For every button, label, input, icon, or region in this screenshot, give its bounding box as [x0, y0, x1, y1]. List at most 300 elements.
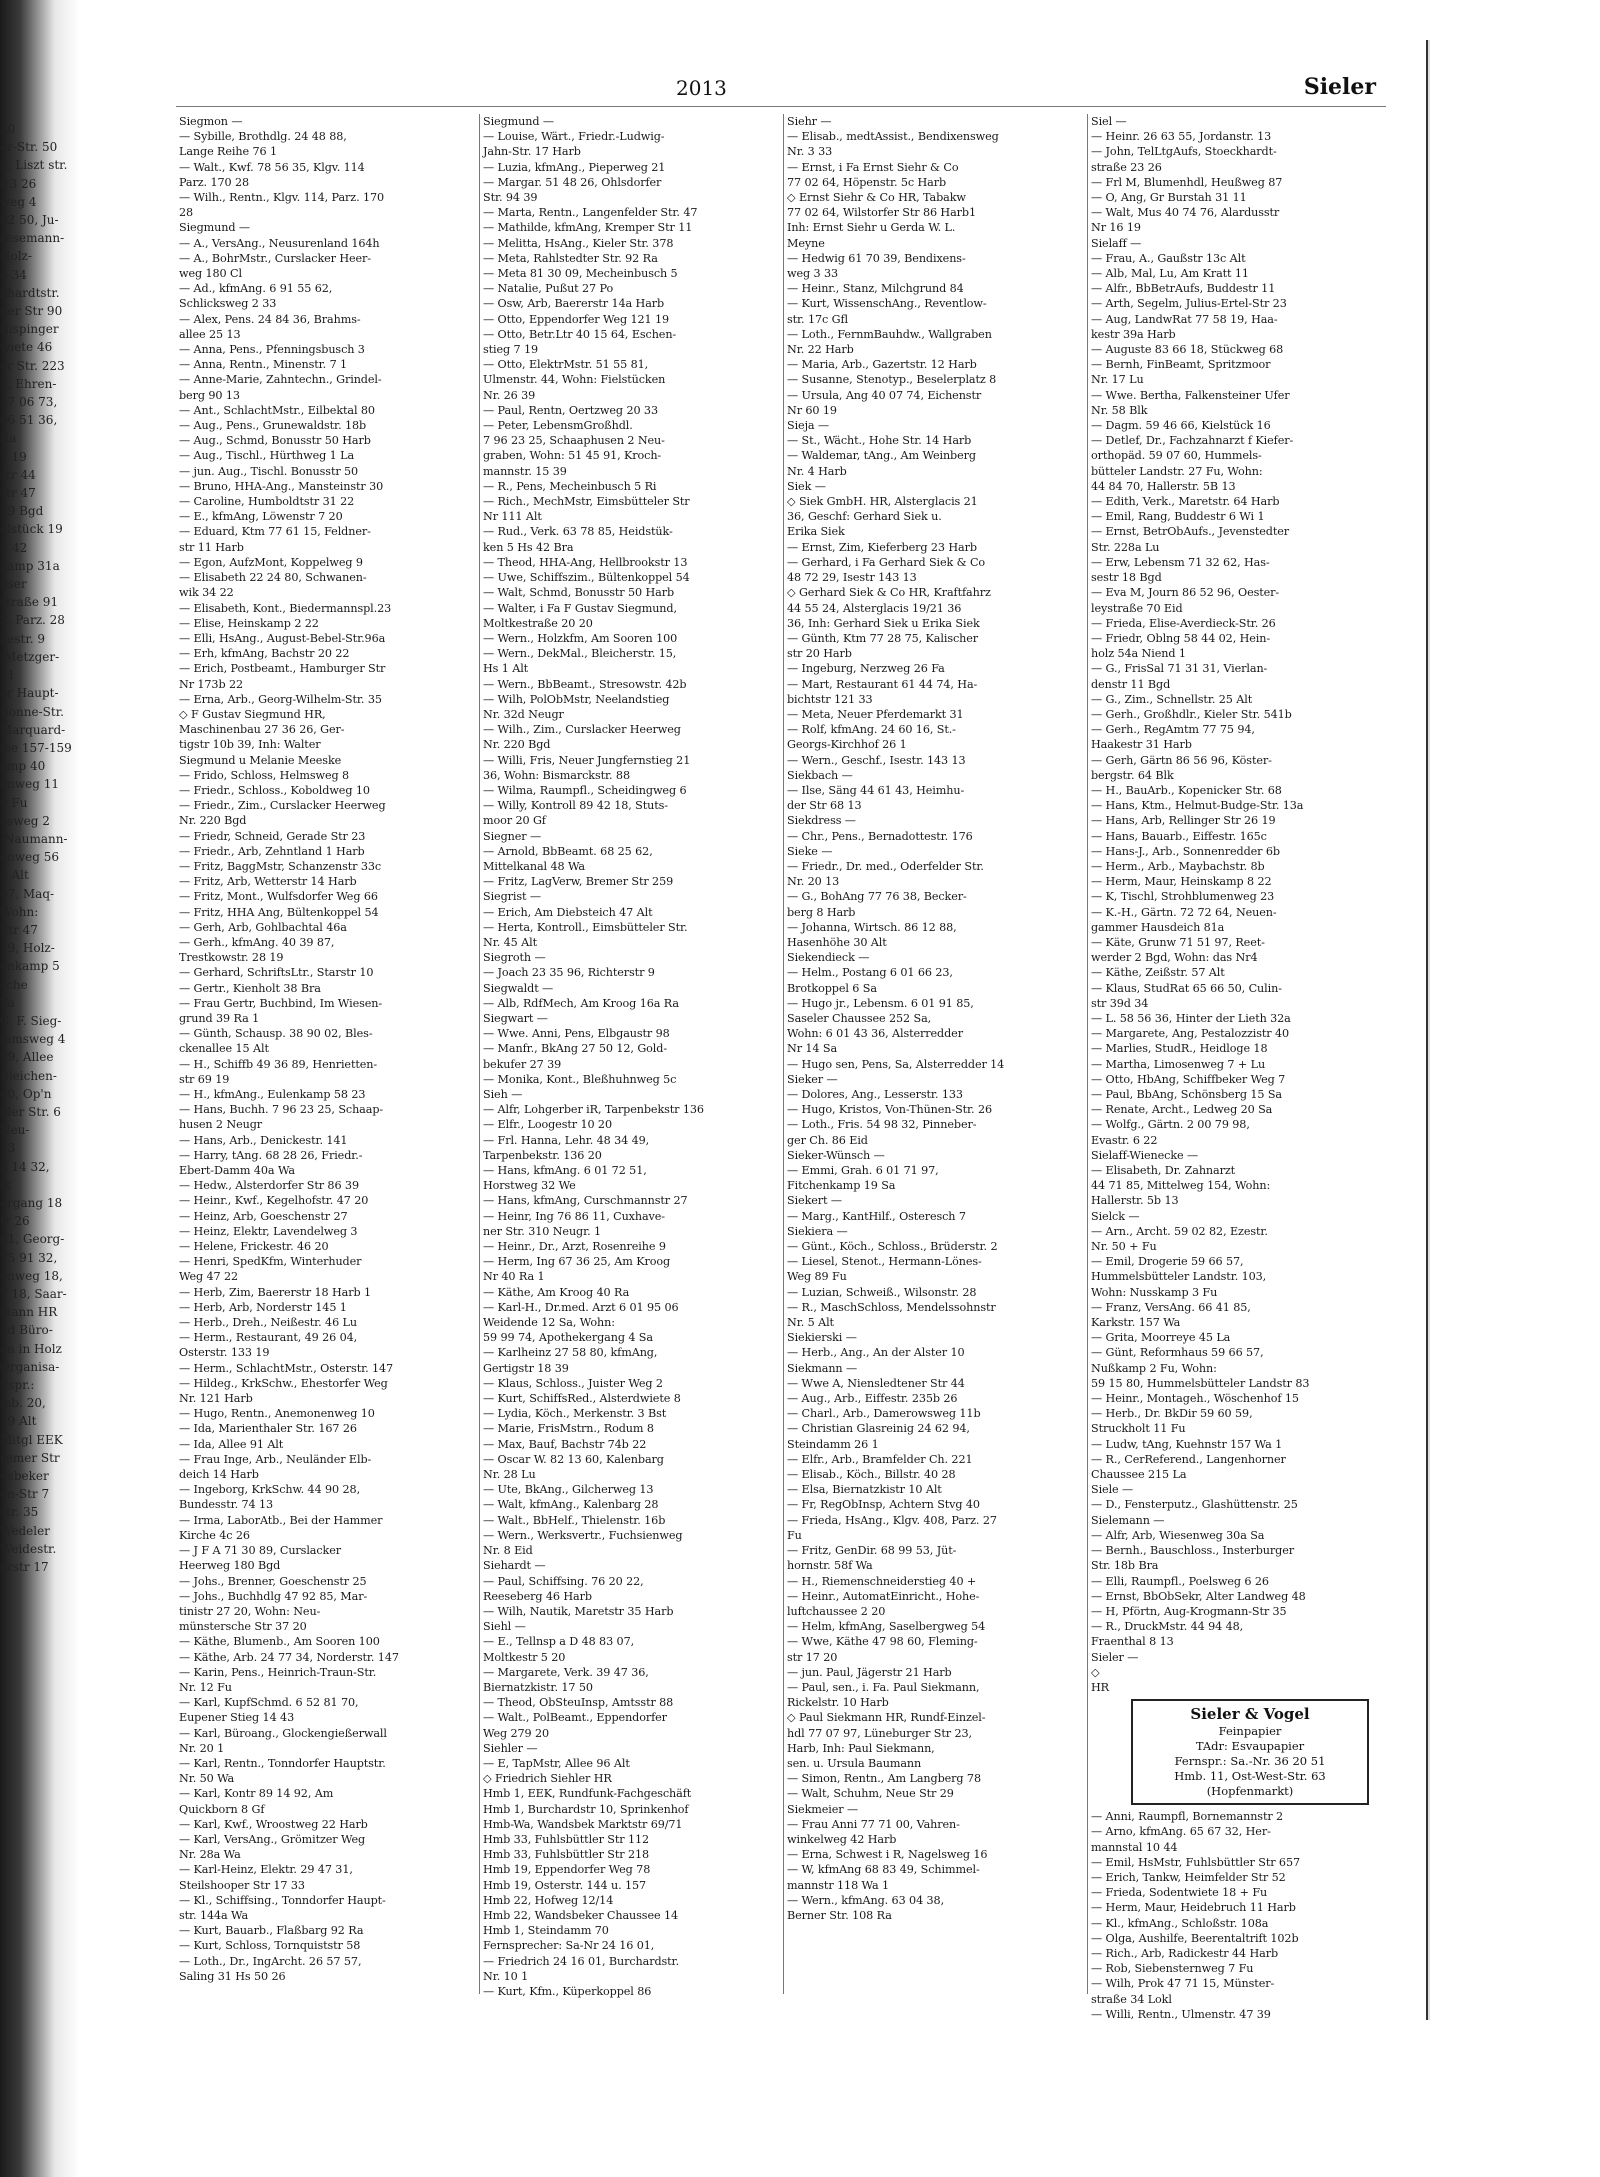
directory-entry: Wohn: Nusskamp 3 Fu [1091, 1285, 1218, 1299]
directory-entry: — Willy, Kontroll 89 42 18, Stuts- [483, 799, 668, 813]
previous-page-text: 61, Georg- [0, 1232, 65, 1247]
directory-entry: — Johs., Brenner, Goeschenstr 25 [179, 1574, 367, 1588]
previous-page-text: Neu- [0, 1123, 30, 1138]
directory-entry: Nr. 20 13 [787, 875, 840, 889]
directory-entry: Nr 40 Ra 1 [483, 1270, 545, 1284]
directory-entry: Sieh — [483, 1088, 523, 1101]
previous-page-text: C. F. Sieg- [0, 1013, 62, 1028]
directory-entry: — G., BohAng 77 76 38, Becker- [787, 890, 967, 904]
directory-entry: — Paul, Rentn, Oertzweg 20 33 [483, 403, 658, 417]
directory-entry: — Kurt, SchiffsRed., Alsterdwiete 8 [483, 1392, 681, 1406]
header-rule [176, 106, 1386, 107]
directory-entry: — Elli, Raumpfl., Poelsweg 6 26 [1091, 1574, 1269, 1588]
directory-entry: — Erich, Am Diebsteich 47 Alt [483, 905, 653, 919]
previous-page-text: Marquard- [0, 722, 66, 737]
previous-page-text: tr 26 [0, 1214, 30, 1229]
directory-entry: — Hans-J., Arb., Sonnenredder 6b [1091, 844, 1280, 858]
previous-page-text: elstück 19 [0, 522, 63, 537]
directory-entry: — Monika, Kont., Bleßhuhnweg 5c [483, 1072, 677, 1086]
directory-entry: Siegrist — [483, 890, 541, 904]
directory-entry: — Ernst, BbObSekr, Alter Landweg 48 [1091, 1589, 1306, 1603]
directory-entry: HR [1091, 1680, 1109, 1694]
previous-page-text: lk [0, 1177, 12, 1192]
directory-entry: Parz. 170 28 [179, 175, 249, 189]
directory-entry: Eupener Stieg 14 43 [179, 1711, 295, 1725]
directory-entry: Siekmann — [787, 1361, 858, 1375]
directory-entry: — Wern., Werksvertr., Fuchsienweg [483, 1528, 683, 1542]
directory-entry: 48 72 29, Isestr 143 13 [787, 571, 917, 585]
directory-entry: — Mart, Restaurant 61 44 74, Ha- [787, 677, 978, 691]
directory-entry: — Hans, Arb., Denickestr. 141 [179, 1133, 348, 1147]
directory-entry: — Frieda, Sodentwiete 18 + Fu [1091, 1886, 1268, 1900]
directory-entry: — Wwe. Bertha, Falkensteiner Ufer [1091, 388, 1290, 402]
previous-page-text: str 44 [0, 467, 36, 482]
directory-entry: — H, Pförtn, Aug-Krogmann-Str 35 [1091, 1604, 1287, 1618]
directory-entry: Osterstr. 133 19 [179, 1346, 270, 1360]
directory-entry: — Ursula, Ang 40 07 74, Eichenstr [787, 388, 982, 402]
directory-entry: — Edith, Verk., Maretstr. 64 Harb [1091, 495, 1280, 509]
directory-entry: Siehler — [483, 1741, 538, 1755]
previous-page-text: 82 50, Ju- [0, 213, 59, 228]
directory-entry: Mittelkanal 48 Wa [483, 859, 585, 873]
directory-entry: Fitchenkamp 19 Sa [787, 1179, 896, 1193]
directory-entry: — Franz, VersAng. 66 41 85, [1091, 1300, 1251, 1314]
directory-entry: — Hans, kfmAng. 6 01 72 51, [483, 1164, 647, 1178]
directory-entry: Siehardt — [483, 1559, 546, 1573]
previous-page-text: mmsweg 4 [0, 1032, 66, 1047]
directory-entry: mannstal 10 44 [1091, 1840, 1178, 1854]
directory-entry: Nr. 8 Eid [483, 1544, 533, 1558]
previous-page-text: en-Str 7 [0, 1487, 50, 1502]
directory-entry: Schlicksweg 2 33 [179, 297, 277, 311]
directory-entry: Gertigstr 18 39 [483, 1361, 569, 1375]
previous-page-text: 75 91 32, [0, 1250, 58, 1265]
directory-entry: — Herb., Dr. BkDir 59 60 59, [1091, 1407, 1253, 1421]
column-4-entries-after-ad [1091, 1809, 1389, 2022]
directory-entry: — jun. Paul, Jägerstr 21 Harb [787, 1665, 952, 1679]
directory-entry: Siegmund — [483, 115, 554, 128]
previous-page-text: mann HR [0, 1305, 58, 1320]
directory-entry: deich 14 Harb [179, 1468, 259, 1482]
directory-entry: str 20 Harb [787, 647, 852, 661]
previous-page-text: 6 34 [0, 267, 27, 282]
directory-entry: sestr 18 Bgd [1091, 571, 1162, 585]
directory-entry: — Rob, Siebensternweg 7 Fu [1091, 1962, 1254, 1976]
directory-entry: — Wwe A, Niensledtener Str 44 [787, 1376, 965, 1390]
directory-entry: — jun. Aug., Tischl. Bonusstr 50 [179, 464, 359, 478]
directory-entry: — Willi, Rentn., Ulmenstr. 47 39 [1091, 2007, 1271, 2021]
directory-entry: Steindamm 26 1 [787, 1437, 879, 1451]
directory-entry: grund 39 Ra 1 [179, 1011, 260, 1025]
directory-entry: — K.-H., Gärtn. 72 72 64, Neuen- [1091, 905, 1277, 919]
directory-entry: ◇ [1091, 1665, 1100, 1679]
directory-entry: straße 23 26 [1091, 160, 1162, 174]
directory-entry: — Manfr., BkAng 27 50 12, Gold- [483, 1042, 668, 1056]
previous-page-text: osweg 2 [0, 813, 50, 828]
directory-entry: — Dagm. 59 46 66, Kielstück 16 [1091, 419, 1271, 433]
directory-entry: — Aug., Pens., Grunewaldstr. 18b [179, 419, 367, 433]
directory-entry: Hmb 19, Eppendorfer Weg 78 [483, 1863, 651, 1877]
directory-entry: — Karl-Heinz, Elektr. 29 47 31, [179, 1863, 353, 1877]
directory-entry: Str. 94 39 [483, 191, 538, 205]
directory-entry: — Friedr, Schneid, Gerade Str 23 [179, 829, 366, 843]
directory-entry: — Elisabeth 22 24 80, Schwanen- [179, 571, 367, 585]
directory-entry: — Christian Glasreinig 24 62 94, [787, 1422, 970, 1436]
directory-entry: — Frau Inge, Arb., Neuländer Elb- [179, 1452, 372, 1466]
directory-entry: hornstr. 58f Wa [787, 1559, 873, 1573]
directory-entry: hdl 77 07 97, Lüneburger Str 23, [787, 1726, 972, 1740]
directory-entry: Erika Siek [787, 525, 845, 539]
previous-page-text: Mitgl EEK [0, 1432, 63, 1447]
directory-entry: 59 99 74, Apothekergang 4 Sa [483, 1331, 653, 1345]
directory-entry: Nr 60 19 [787, 403, 837, 417]
previous-page-text: 19 Alt [0, 1414, 37, 1429]
directory-entry: — Loth., FernmBauhdw., Wallgraben [787, 327, 992, 341]
directory-entry: — Frau, A., Gaußstr 13c Alt [1091, 251, 1246, 265]
directory-entry: — Emmi, Grah. 6 01 71 97, [787, 1164, 939, 1178]
directory-entry: — Ludw, tAng, Kuehnstr 157 Wa 1 [1091, 1437, 1283, 1451]
directory-entry: — G., Zim., Schnellstr. 25 Alt [1091, 692, 1253, 706]
directory-entry: — Wern., Holzkfm, Am Sooren 100 [483, 631, 678, 645]
directory-entry: — Herb., Dreh., Neißestr. 46 Lu [179, 1316, 357, 1330]
directory-entry: — Gerh., kfmAng. 40 39 87, [179, 935, 335, 949]
ad-line: (Hopfenmarkt) [1206, 1784, 1294, 1799]
directory-entry: Weidende 12 Sa, Wohn: [483, 1316, 615, 1330]
directory-entry: — Johs., Buchhdlg 47 92 85, Mar- [179, 1589, 368, 1603]
directory-entry: — Wilh, Prok 47 71 15, Münster- [1091, 1977, 1275, 1991]
directory-entry: — Alfr., BbBetrAufs, Buddestr 11 [1091, 282, 1276, 296]
directory-entry: wik 34 22 [179, 586, 234, 600]
directory-entry: — Joach 23 35 96, Richterstr 9 [483, 966, 655, 980]
directory-entry: — E, TapMstr, Allee 96 Alt [483, 1756, 630, 1770]
directory-entry: Fraenthal 8 13 [1091, 1635, 1174, 1649]
directory-entry: — G., FrisSal 71 31 31, Vierlan- [1091, 662, 1268, 676]
directory-entry: — Kl., Schiffsing., Tonndorfer Haupt- [179, 1893, 386, 1907]
directory-entry: Fu [787, 1528, 802, 1542]
directory-entry: Sielemann — [1091, 1513, 1165, 1527]
directory-entry: — Margarete, Verk. 39 47 36, [483, 1665, 649, 1679]
running-head: Sieler [1303, 74, 1376, 100]
directory-entry: — Heinr., Kwf., Kegelhofstr. 47 20 [179, 1194, 369, 1208]
directory-entry: — Hugo, Rentn., Anemonenweg 10 [179, 1407, 375, 1421]
directory-entry: — Anne-Marie, Zahntechn., Grindel- [179, 373, 382, 387]
directory-entry: Tarpenbekstr. 136 20 [483, 1148, 602, 1162]
directory-entry: — Kurt, Schloss, Tornquiststr 58 [179, 1939, 361, 1953]
directory-entry: — Frl. Hanna, Lehr. 48 34 49, [483, 1133, 650, 1147]
directory-entry: — Marg., KantHilf., Osteresch 7 [787, 1209, 966, 1223]
directory-entry: — Eduard, Ktm 77 61 15, Feldner- [179, 525, 371, 539]
directory-entry: Nr. 50 Wa [179, 1772, 235, 1786]
directory-entry: str 69 19 [179, 1072, 230, 1086]
directory-entry: — Gerh, Gärtn 86 56 96, Köster- [1091, 753, 1272, 767]
directory-entry: — Herm, Ing 67 36 25, Am Kroog [483, 1255, 671, 1269]
directory-entry: — Fritz, LagVerw, Bremer Str 259 [483, 875, 674, 889]
directory-entry: — Hildeg., KrkSchw., Ehestorfer Weg [179, 1376, 388, 1390]
directory-entry: 28 [179, 206, 194, 220]
directory-entry: — Hans, kfmAng, Curschmannstr 27 [483, 1194, 688, 1208]
directory-entry: — Walt, Schuhm, Neue Str 29 [787, 1787, 954, 1801]
directory-entry: — Susanne, Stenotyp., Beselerplatz 8 [787, 373, 997, 387]
directory-entry: Nr. 20 1 [179, 1741, 225, 1755]
directory-entry: Hmb 1, Burchardstr 10, Sprinkenhof [483, 1802, 689, 1816]
directory-entry: — Elfr., Arb., Bramfelder Ch. 221 [787, 1452, 973, 1466]
directory-entry: — Elisabeth, Dr. Zahnarzt [1091, 1164, 1236, 1178]
directory-entry: Nr. 28a Wa [179, 1848, 241, 1862]
directory-entry: — Karl, VersAng., Grömitzer Weg [179, 1832, 366, 1846]
directory-entry: — Marta, Rentn., Langenfelder Str. 47 [483, 206, 698, 220]
directory-entry: — Hugo sen, Pens, Sa, Alsterredder 14 [787, 1057, 1005, 1071]
directory-entry: Hmb 1, EEK, Rundfunk-Fachgeschäft [483, 1787, 692, 1801]
directory-entry: Sielaff — [1091, 236, 1142, 250]
directory-entry: — Walter, i Fa F Gustav Siegmund, [483, 601, 677, 615]
directory-entry: — Klaus, Schloss., Juister Weg 2 [483, 1376, 663, 1390]
directory-entry: Karkstr. 157 Wa [1091, 1316, 1181, 1330]
directory-entry: Brotkoppel 6 Sa [787, 981, 877, 995]
directory-entry: 7 96 23 25, Schaaphusen 2 Neu- [483, 434, 665, 448]
directory-entry: winkelweg 42 Harb [787, 1832, 897, 1846]
directory-entry: Bundesstr. 74 13 [179, 1498, 274, 1512]
directory-entry: — Erh, kfmAng, Bachstr 20 22 [179, 647, 350, 661]
directory-entry: ken 5 Hs 42 Bra [483, 540, 574, 554]
directory-entry: — Rud., Verk. 63 78 85, Heidstük- [483, 525, 673, 539]
directory-entry: Nr. 28 Lu [483, 1468, 536, 1482]
directory-entry: — Hugo jr., Lebensm. 6 01 91 85, [787, 996, 974, 1010]
directory-entry: Lange Reihe 76 1 [179, 145, 277, 159]
directory-entry: Siehr — [787, 115, 832, 128]
directory-entry: — Otto, Betr.Ltr 40 15 64, Eschen- [483, 327, 677, 341]
directory-column-2 [480, 114, 784, 1998]
directory-entry: — Frieda, Elise-Averdieck-Str. 26 [1091, 616, 1276, 630]
directory-entry: ◇ Gerhard Siek & Co HR, Kraftfahrz [787, 586, 991, 600]
previous-page-text: Fa [0, 995, 15, 1010]
directory-entry: — Walt, Schmd, Bonusstr 50 Harb [483, 586, 675, 600]
directory-entry: — Heinr., Dr., Arzt, Rosenreihe 9 [483, 1240, 666, 1254]
directory-entry: Siekmeier — [787, 1802, 859, 1816]
directory-entry: Kirche 4c 26 [179, 1528, 250, 1542]
directory-entry: — Walt., Kwf. 78 56 35, Klgv. 114 [179, 160, 365, 174]
directory-entry: — Gerhard, SchriftsLtr., Starstr 10 [179, 966, 374, 980]
directory-entry: Ebert-Damm 40a Wa [179, 1164, 295, 1178]
directory-entry: — Willi, Fris, Neuer Jungfernstieg 21 [483, 753, 691, 767]
directory-entry: — Elise, Heinskamp 2 22 [179, 616, 319, 630]
directory-entry: — Günt, Reformhaus 59 66 57, [1091, 1346, 1264, 1360]
advertisement-box [1131, 1699, 1369, 1805]
directory-entry: Siegner — [483, 829, 542, 843]
directory-entry: — Herm, Maur, Heinskamp 8 22 [1091, 875, 1272, 889]
directory-entry: str. 144a Wa [179, 1908, 249, 1922]
directory-entry: ner Str. 310 Neugr. 1 [483, 1224, 602, 1238]
directory-entry: Steilshooper Str 17 33 [179, 1878, 305, 1892]
directory-entry: Hmb 19, Osterstr. 144 u. 157 [483, 1878, 647, 1892]
directory-entry: — Karl, Büroang., Glockengießerwall [179, 1726, 387, 1740]
directory-entry: — Emil, Drogerie 59 66 57, [1091, 1255, 1244, 1269]
directory-entry: — Herb, Zim, Baererstr 18 Harb 1 [179, 1285, 371, 1299]
directory-entry: — Melitta, HsAng., Kieler Str. 378 [483, 236, 674, 250]
directory-entry: str 17 20 [787, 1650, 838, 1664]
directory-entry: Siekert — [787, 1194, 842, 1208]
directory-entry: — R., MaschSchloss, Mendelssohnstr [787, 1300, 996, 1314]
directory-entry: — Arno, kfmAng. 65 67 32, Her- [1091, 1825, 1271, 1839]
directory-entry: Rickelstr. 10 Harb [787, 1696, 889, 1710]
previous-page-text: str 47 [0, 486, 36, 501]
previous-page-text: 20 [0, 122, 16, 136]
directory-entry: — A., BohrMstr., Curslacker Heer- [179, 251, 371, 265]
page-number: 2013 [676, 76, 727, 100]
previous-page-text: nd Büro- [0, 1323, 53, 1338]
previous-page-text: 5 14 32, [0, 1159, 50, 1174]
directory-page [96, 40, 1428, 2020]
directory-entry: — Detlef, Dr., Fachzahnarzt f Kiefer- [1091, 434, 1294, 448]
directory-entry: — Alb, RdfMech, Am Kroog 16a Ra [483, 996, 679, 1010]
directory-entry: moor 20 Gf [483, 814, 546, 828]
directory-entry: — Erw, Lebensm 71 32 62, Has- [1091, 555, 1270, 569]
directory-entry: — Bruno, HHA-Ang., Mansteinstr 30 [179, 479, 384, 493]
directory-columns [176, 114, 1396, 2021]
directory-entry: — A., VersAng., Neusurenland 164h [179, 236, 380, 250]
directory-entry: — Anni, Raumpfl, Bornemannstr 2 [1091, 1810, 1284, 1824]
directory-entry: Weg 279 20 [483, 1726, 550, 1740]
directory-entry: — Aug., Arb., Eiffestr. 235b 26 [787, 1392, 958, 1406]
directory-entry: Fernsprecher: Sa-Nr 24 16 01, [483, 1939, 655, 1953]
directory-entry: — Hans, Arb, Rellinger Str 26 19 [1091, 814, 1276, 828]
previous-page-text: 60, Op'n [0, 1086, 52, 1101]
directory-entry: — H., kfmAng., Eulenkamp 58 23 [179, 1088, 366, 1101]
directory-entry: Siehl — [483, 1620, 526, 1634]
directory-entry: mannstr. 15 39 [483, 464, 567, 478]
directory-entry: — Wilh, Nautik, Maretstr 35 Harb [483, 1604, 674, 1618]
directory-entry: berg 90 13 [179, 388, 240, 402]
directory-entry: — Olga, Aushilfe, Beerentaltrift 102b [1091, 1931, 1299, 1945]
directory-entry: Hmb 22, Hofweg 12/14 [483, 1893, 614, 1907]
directory-entry: — H., Riemenschneiderstieg 40 + [787, 1574, 977, 1588]
directory-entry: — Wilh., Zim., Curslacker Heerweg [483, 723, 681, 737]
directory-entry: — Luzia, kfmAng., Pieperweg 21 [483, 160, 666, 174]
directory-entry: — Ida, Marienthaler Str. 167 26 [179, 1422, 357, 1436]
directory-entry: Nr. 220 Bgd [179, 814, 247, 828]
directory-entry: Siegwaldt — [483, 981, 554, 995]
directory-entry: münstersche Str 37 20 [179, 1620, 307, 1634]
directory-entry: — Walt, Mus 40 74 76, Alardusstr [1091, 206, 1280, 220]
directory-entry: — Herm, Maur, Heidebruch 11 Harb [1091, 1901, 1296, 1915]
directory-entry: — Ilse, Säng 44 61 43, Heimhu- [787, 783, 965, 797]
directory-column-4 [1088, 114, 1392, 2021]
directory-entry: — Käthe, Blumenb., Am Sooren 100 [179, 1635, 380, 1649]
directory-entry: Nr. 220 Bgd [483, 738, 551, 752]
directory-entry: — Anna, Rentn., Minenstr. 7 1 [179, 358, 348, 372]
directory-entry: Maschinenbau 27 36 26, Ger- [179, 723, 345, 737]
directory-entry: — Gerh., RegAmtm 77 75 94, [1091, 723, 1255, 737]
directory-entry: — D., Fensterputz., Glashüttenstr. 25 [1091, 1498, 1298, 1512]
directory-entry: Jahn-Str. 17 Harb [483, 145, 581, 159]
directory-entry: — Herm., Arb., Maybachstr. 8b [1091, 859, 1265, 873]
previous-page-text: Ra [0, 431, 17, 446]
directory-entry: Quickborn 8 Gf [179, 1802, 265, 1816]
directory-entry: — Ernst, Zim, Kieferberg 23 Harb [787, 540, 977, 554]
ad-title: Sieler & Vogel [1190, 1705, 1310, 1724]
directory-entry: Str. 18b Bra [1091, 1559, 1159, 1573]
directory-entry: Siegwart — [483, 1011, 548, 1025]
directory-entry: Nr. 5 Alt [787, 1316, 834, 1330]
previous-page-text: r 3 26 [0, 176, 37, 191]
directory-entry: — Fritz, Arb, Wetterstr 14 Harb [179, 875, 357, 889]
directory-entry: — R., Pens, Mecheinbusch 5 Ri [483, 479, 657, 493]
directory-entry: — Irma, LaborAtb., Bei der Hammer [179, 1513, 383, 1527]
directory-entry: — Heinz, Elektr, Lavendelweg 3 [179, 1224, 358, 1238]
column-4-entries [1091, 114, 1389, 1695]
directory-entry: — Ingeborg, KrkSchw. 44 90 28, [179, 1483, 361, 1497]
directory-entry: str 39d 34 [1091, 996, 1149, 1010]
directory-entry: — Marie, FrisMstrn., Rodum 8 [483, 1422, 654, 1436]
directory-entry: — Frido, Schloss, Helmsweg 8 [179, 768, 350, 782]
directory-entry: — E., kfmAng, Löwenstr 7 20 [179, 510, 343, 524]
previous-page-text: 13 [0, 1141, 16, 1156]
previous-page-text: Weidestr. [0, 1541, 57, 1556]
directory-entry: Nr 14 Sa [787, 1042, 838, 1056]
directory-entry: straße 34 Lokl [1091, 1992, 1172, 2006]
directory-entry: — Luzian, Schweiß., Wilsonstr. 28 [787, 1285, 977, 1299]
directory-entry: — Paul, Schiffsing. 76 20 22, [483, 1574, 644, 1588]
directory-entry: — Ingeburg, Nerzweg 26 Fa [787, 662, 945, 676]
directory-entry: — Meta, Neuer Pferdemarkt 31 [787, 707, 964, 721]
directory-entry: ger Ch. 86 Eid [787, 1133, 868, 1147]
directory-entry: Nr 16 19 [1091, 221, 1141, 235]
directory-entry: — Bernh, FinBeamt, Spritzmoor [1091, 358, 1271, 372]
directory-entry: — Emil, Rang, Buddestr 6 Wi 1 [1091, 510, 1265, 524]
directory-entry: — Fritz, HHA Ang, Bültenkoppel 54 [179, 905, 379, 919]
previous-page-text: Holz- [0, 249, 32, 264]
previous-page-text: Str 47 [0, 922, 38, 937]
directory-entry: ◇ Paul Siekmann HR, Rundf-Einzel- [787, 1711, 986, 1725]
directory-entry: — Rich., MechMstr, Eimsbütteler Str [483, 495, 690, 509]
directory-entry: — Herb., Ang., An der Alster 10 [787, 1346, 965, 1360]
directory-entry: — Auguste 83 66 18, Stückweg 68 [1091, 343, 1284, 357]
previous-page-text: er-Str. 50 [0, 140, 58, 155]
directory-entry: — O, Ang, Gr Burstah 31 11 [1091, 191, 1247, 205]
directory-entry: — H., BauArb., Kopenicker Str. 68 [1091, 783, 1282, 797]
previous-page-text: 11 [0, 668, 16, 683]
directory-entry: — Louise, Wärt., Friedr.-Ludwig- [483, 130, 665, 144]
directory-entry: Nr. 121 Harb [179, 1392, 253, 1406]
directory-entry: Nr. 58 Blk [1091, 403, 1148, 417]
directory-entry: — R., CerReferend., Langenhorner [1091, 1452, 1286, 1466]
directory-entry: — Theod, HHA-Ang, Hellbrookstr 13 [483, 555, 688, 569]
directory-entry: allee 25 13 [179, 327, 241, 341]
directory-entry: — Wern., BbBeamt., Stresowstr. 42b [483, 677, 687, 691]
directory-entry: — Lydia, Köch., Merkenstr. 3 Bst [483, 1407, 667, 1421]
directory-entry: — H., Schiffb 49 36 89, Henrietten- [179, 1057, 378, 1071]
directory-entry: — Hugo, Kristos, Von-Thünen-Str. 26 [787, 1103, 993, 1117]
directory-entry: — Hedw., Alsterdorfer Str 86 39 [179, 1179, 359, 1193]
directory-column-1 [176, 114, 480, 1994]
directory-entry: — Karl, KupfSchmd. 6 52 81 70, [179, 1696, 359, 1710]
directory-entry: Trestkowstr. 28 19 [179, 951, 284, 965]
directory-entry: — Fritz, BaggMstr, Schanzenstr 33c [179, 859, 382, 873]
directory-entry: — Friedr, Oblng 58 44 02, Hein- [1091, 631, 1271, 645]
directory-entry: — Heinr, Ing 76 86 11, Cuxhave- [483, 1209, 665, 1223]
previous-page-text: remer Str [0, 1450, 60, 1465]
directory-entry: — Maria, Arb., Gazertstr. 12 Harb [787, 358, 977, 372]
directory-entry: — Marlies, StudR., Heidloge 18 [1091, 1042, 1268, 1056]
directory-entry: — Alex, Pens. 24 84 36, Brahms- [179, 312, 361, 326]
directory-entry: — Dolores, Ang., Lesserstr. 133 [787, 1088, 963, 1101]
directory-entry: — Meta, Rahlstedter Str. 92 Ra [483, 251, 658, 265]
directory-entry: — Egon, AufzMont, Koppelweg 9 [179, 555, 363, 569]
directory-entry: — Herm., SchlachtMstr., Osterstr. 147 [179, 1361, 394, 1375]
directory-entry: — Heinz, Arb, Goeschenstr 27 [179, 1209, 348, 1223]
directory-entry: Sielaff-Wienecke — [1091, 1148, 1199, 1162]
directory-entry: — Heinr. 26 63 55, Jordanstr. 13 [1091, 130, 1272, 144]
directory-entry: Nr. 22 Harb [787, 343, 854, 357]
